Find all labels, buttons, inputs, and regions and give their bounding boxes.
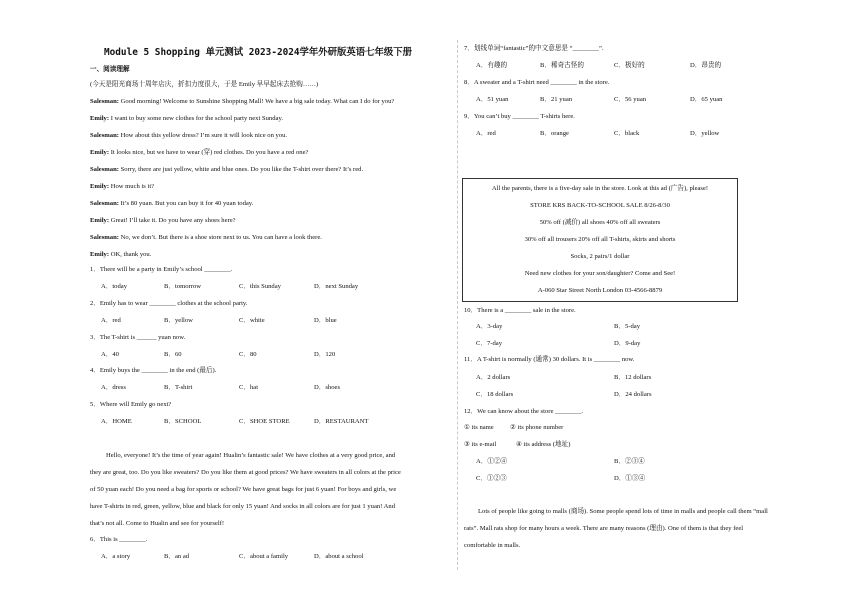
answer-option: A．today bbox=[101, 283, 128, 290]
answer-option: B．orange bbox=[540, 130, 569, 137]
question-text: 6．This is ________. bbox=[90, 536, 148, 543]
answer-option: B．5-day bbox=[614, 323, 641, 330]
question-text: 4．Emily buys the ________ in the end (最后). bbox=[90, 367, 217, 374]
ad-line: Need new clothes for your son/daughter? Come and See! bbox=[524, 270, 676, 277]
question-text: 11．A T-shirt is normally (通常) 30 dollars. It is ________ now. bbox=[464, 356, 635, 363]
answer-option: D．昂贵的 bbox=[690, 62, 722, 69]
question-text: 12．We can know about the store ________. bbox=[464, 408, 584, 415]
answer-option: A．40 bbox=[101, 351, 119, 358]
speaker-label: Emily: bbox=[90, 183, 110, 190]
answer-option: C．this Sunday bbox=[239, 283, 281, 290]
answer-option: D．RESTAURANT bbox=[314, 418, 369, 425]
answer-option: D．blue bbox=[314, 317, 337, 324]
question-text: 8．A sweater and a T-shirt need ________ in the store. bbox=[464, 79, 610, 86]
answer-option: C．black bbox=[614, 130, 640, 137]
dialogue-text: Good morning! Welcome to Sunshine Shopping Mall! We have a big sale today. What can I do for you? bbox=[118, 98, 395, 105]
q12-item: ① its name bbox=[464, 424, 494, 431]
speaker-label: Salesman: bbox=[90, 132, 119, 139]
answer-option: B．SCHOOL bbox=[164, 418, 202, 425]
passage2-line: Hello, everyone! It’s the time of year again! Hualin’s fantastic sale! We have clothes at a very good price, and bbox=[106, 452, 396, 459]
speaker-label: Emily: bbox=[90, 217, 110, 224]
answer-option: D．yellow bbox=[690, 130, 720, 137]
speaker-label: Salesman: bbox=[90, 98, 119, 105]
answer-option: D．①③④ bbox=[614, 475, 646, 482]
answer-option: B．稀奇古怪的 bbox=[540, 62, 584, 69]
answer-option: D．shoes bbox=[314, 384, 341, 391]
dialogue-line bbox=[90, 132, 287, 140]
answer-option: C．7-day bbox=[476, 340, 503, 347]
section-heading: 一、阅读理解 bbox=[90, 66, 130, 73]
answer-option: A．red bbox=[101, 317, 121, 324]
passage2-line: of 50 yuan each! Do you need a bag for sports or school? We have great bags for just 6 yuan! For boys and girls, we bbox=[90, 486, 397, 493]
passage2-line: that’s not all. Come to Hualin and see for yourself! bbox=[90, 520, 225, 527]
ad-line: A-060 Star Street North London 03-4566-8879 bbox=[537, 287, 663, 294]
answer-option: C．hat bbox=[239, 384, 259, 391]
answer-option: A．red bbox=[476, 130, 496, 137]
answer-option: C．①②③ bbox=[476, 475, 507, 482]
question-text: 2．Emily has to wear ________ clothes at the school party. bbox=[90, 300, 248, 307]
ad-line: All the parents, there is a five-day sale in the store. Look at this ad (广告), please! bbox=[491, 185, 709, 192]
answer-option: C．white bbox=[239, 317, 265, 324]
passage2-line: they are great, too. Do you like sweaters? Do you like them at good prices? We have sweaters in all colors at the price bbox=[90, 469, 401, 476]
dialogue-text: OK, thank you. bbox=[109, 251, 152, 258]
q12-item: ② its phone number bbox=[510, 424, 564, 431]
ad-line: STORE KRS BACK-TO-SCHOOL SALE 8/26-8/30 bbox=[530, 202, 670, 209]
answer-option: C．极好的 bbox=[614, 62, 645, 69]
question-text: 7．划线单词“fantastic”的中文意思是 “________”. bbox=[464, 45, 604, 52]
speaker-label: Salesman: bbox=[90, 234, 119, 241]
answer-option: D．65 yuan bbox=[690, 96, 723, 103]
answer-option: A．2 dollars bbox=[476, 374, 511, 381]
answer-option: C．SHOE STORE bbox=[239, 418, 290, 425]
dialogue-line bbox=[90, 98, 394, 106]
question-text: 9．You can’t buy ________ T-shirts here. bbox=[464, 113, 575, 120]
passage4-line: Lots of people like going to malls (商场). Some people spend lots of time in malls and people call them “mall bbox=[478, 508, 768, 515]
q12-item: ④ its address (地址) bbox=[516, 441, 571, 448]
question-text: 1．There will be a party in Emily’s school ________. bbox=[90, 266, 233, 273]
dialogue-line bbox=[90, 251, 151, 259]
ad-box bbox=[462, 178, 738, 302]
document-title: Module 5 Shopping 单元测试 2023-2024学年外研版英语七年级下册 bbox=[104, 47, 413, 58]
passage4-line: comfortable in malls. bbox=[464, 542, 521, 549]
passage2-line: have T-shirts in red, green, yellow, blue and black for only 15 yuan! And socks in all colors are for just 1 yuan! And bbox=[90, 503, 396, 510]
answer-option: A．a story bbox=[101, 553, 131, 560]
dialogue-line bbox=[90, 166, 363, 174]
answer-option: A．HOME bbox=[101, 418, 132, 425]
dialogue-text: It looks nice, but we have to wear (穿) red clothes. Do you have a red one? bbox=[109, 149, 309, 156]
answer-option: B．an ad bbox=[164, 553, 190, 560]
answer-option: D．about a school bbox=[314, 553, 364, 560]
dialogue-line bbox=[90, 149, 308, 157]
answer-option: B．tomorrow bbox=[164, 283, 201, 290]
dialogue-line bbox=[90, 183, 154, 191]
answer-option: B．60 bbox=[164, 351, 182, 358]
answer-option: D．next Sunday bbox=[314, 283, 359, 290]
ad-line: 30% off all trousers 20% off all T-shirts, skirts and shorts bbox=[524, 236, 676, 243]
dialogue-line bbox=[90, 200, 253, 208]
answer-option: B．T-shirt bbox=[164, 384, 193, 391]
dialogue-text: I want to buy some new clothes for the school party next Sunday. bbox=[109, 115, 283, 122]
answer-option: A．dress bbox=[101, 384, 126, 391]
answer-option: C．56 yuan bbox=[614, 96, 647, 103]
q12-item: ③ its e-mail bbox=[464, 441, 497, 448]
answer-option: D．9-day bbox=[614, 340, 641, 347]
speaker-label: Emily: bbox=[90, 149, 110, 156]
dialogue-line bbox=[90, 115, 283, 123]
answer-option: D．120 bbox=[314, 351, 336, 358]
ad-line: Socks, 2 pairs/1 dollar bbox=[570, 253, 630, 260]
dialogue-text: Great! I’ll take it. Do you have any shoes here? bbox=[109, 217, 236, 224]
answer-option: B．yellow bbox=[164, 317, 193, 324]
dialogue-line bbox=[90, 217, 236, 225]
dialogue-text: How about this yellow dress? I’m sure it will look nice on you. bbox=[118, 132, 288, 139]
answer-option: A．51 yuan bbox=[476, 96, 509, 103]
ad-line: 50% off (减价) all shoes 40% off all sweaters bbox=[539, 219, 661, 226]
answer-option: B．21 yuan bbox=[540, 96, 573, 103]
dialogue-text: Sorry, there are just yellow, white and blue ones. Do you like the T-shirt over there? It’s red. bbox=[118, 166, 364, 173]
answer-option: C．80 bbox=[239, 351, 257, 358]
answer-option: A．有趣的 bbox=[476, 62, 508, 69]
passage4-line: rats”. Mall rats shop for many hours a week. There are many reasons (理由). One of them is that they feel bbox=[464, 525, 744, 532]
answer-option: C．18 dollars bbox=[476, 391, 514, 398]
section-intro: (今天是阳光商场十周年店庆，折扣力度很大，于是 Emily 早早起床去抢购……) bbox=[90, 81, 319, 88]
answer-option: A．①②④ bbox=[476, 458, 508, 465]
answer-option: C．about a family bbox=[239, 553, 289, 560]
answer-option: A．3-day bbox=[476, 323, 503, 330]
dialogue-text: How much is it? bbox=[109, 183, 155, 190]
dialogue-line bbox=[90, 234, 322, 242]
dialogue-text: It’s 80 yuan. But you can buy it for 40 yuan today. bbox=[118, 200, 254, 207]
answer-option: D．24 dollars bbox=[614, 391, 652, 398]
column-divider bbox=[457, 40, 458, 570]
dialogue-text: No, we don’t. But there is a shoe store next to us. You can have a look there. bbox=[118, 234, 322, 241]
answer-option: B．②③④ bbox=[614, 458, 645, 465]
question-text: 3．The T-shirt is ______ yuan now. bbox=[90, 334, 186, 341]
question-text: 10．There is a ________ sale in the store. bbox=[464, 307, 576, 314]
speaker-label: Emily: bbox=[90, 251, 110, 258]
question-text: 5．Where will Emily go next? bbox=[90, 401, 172, 408]
speaker-label: Salesman: bbox=[90, 200, 119, 207]
speaker-label: Salesman: bbox=[90, 166, 119, 173]
speaker-label: Emily: bbox=[90, 115, 110, 122]
answer-option: B．12 dollars bbox=[614, 374, 652, 381]
